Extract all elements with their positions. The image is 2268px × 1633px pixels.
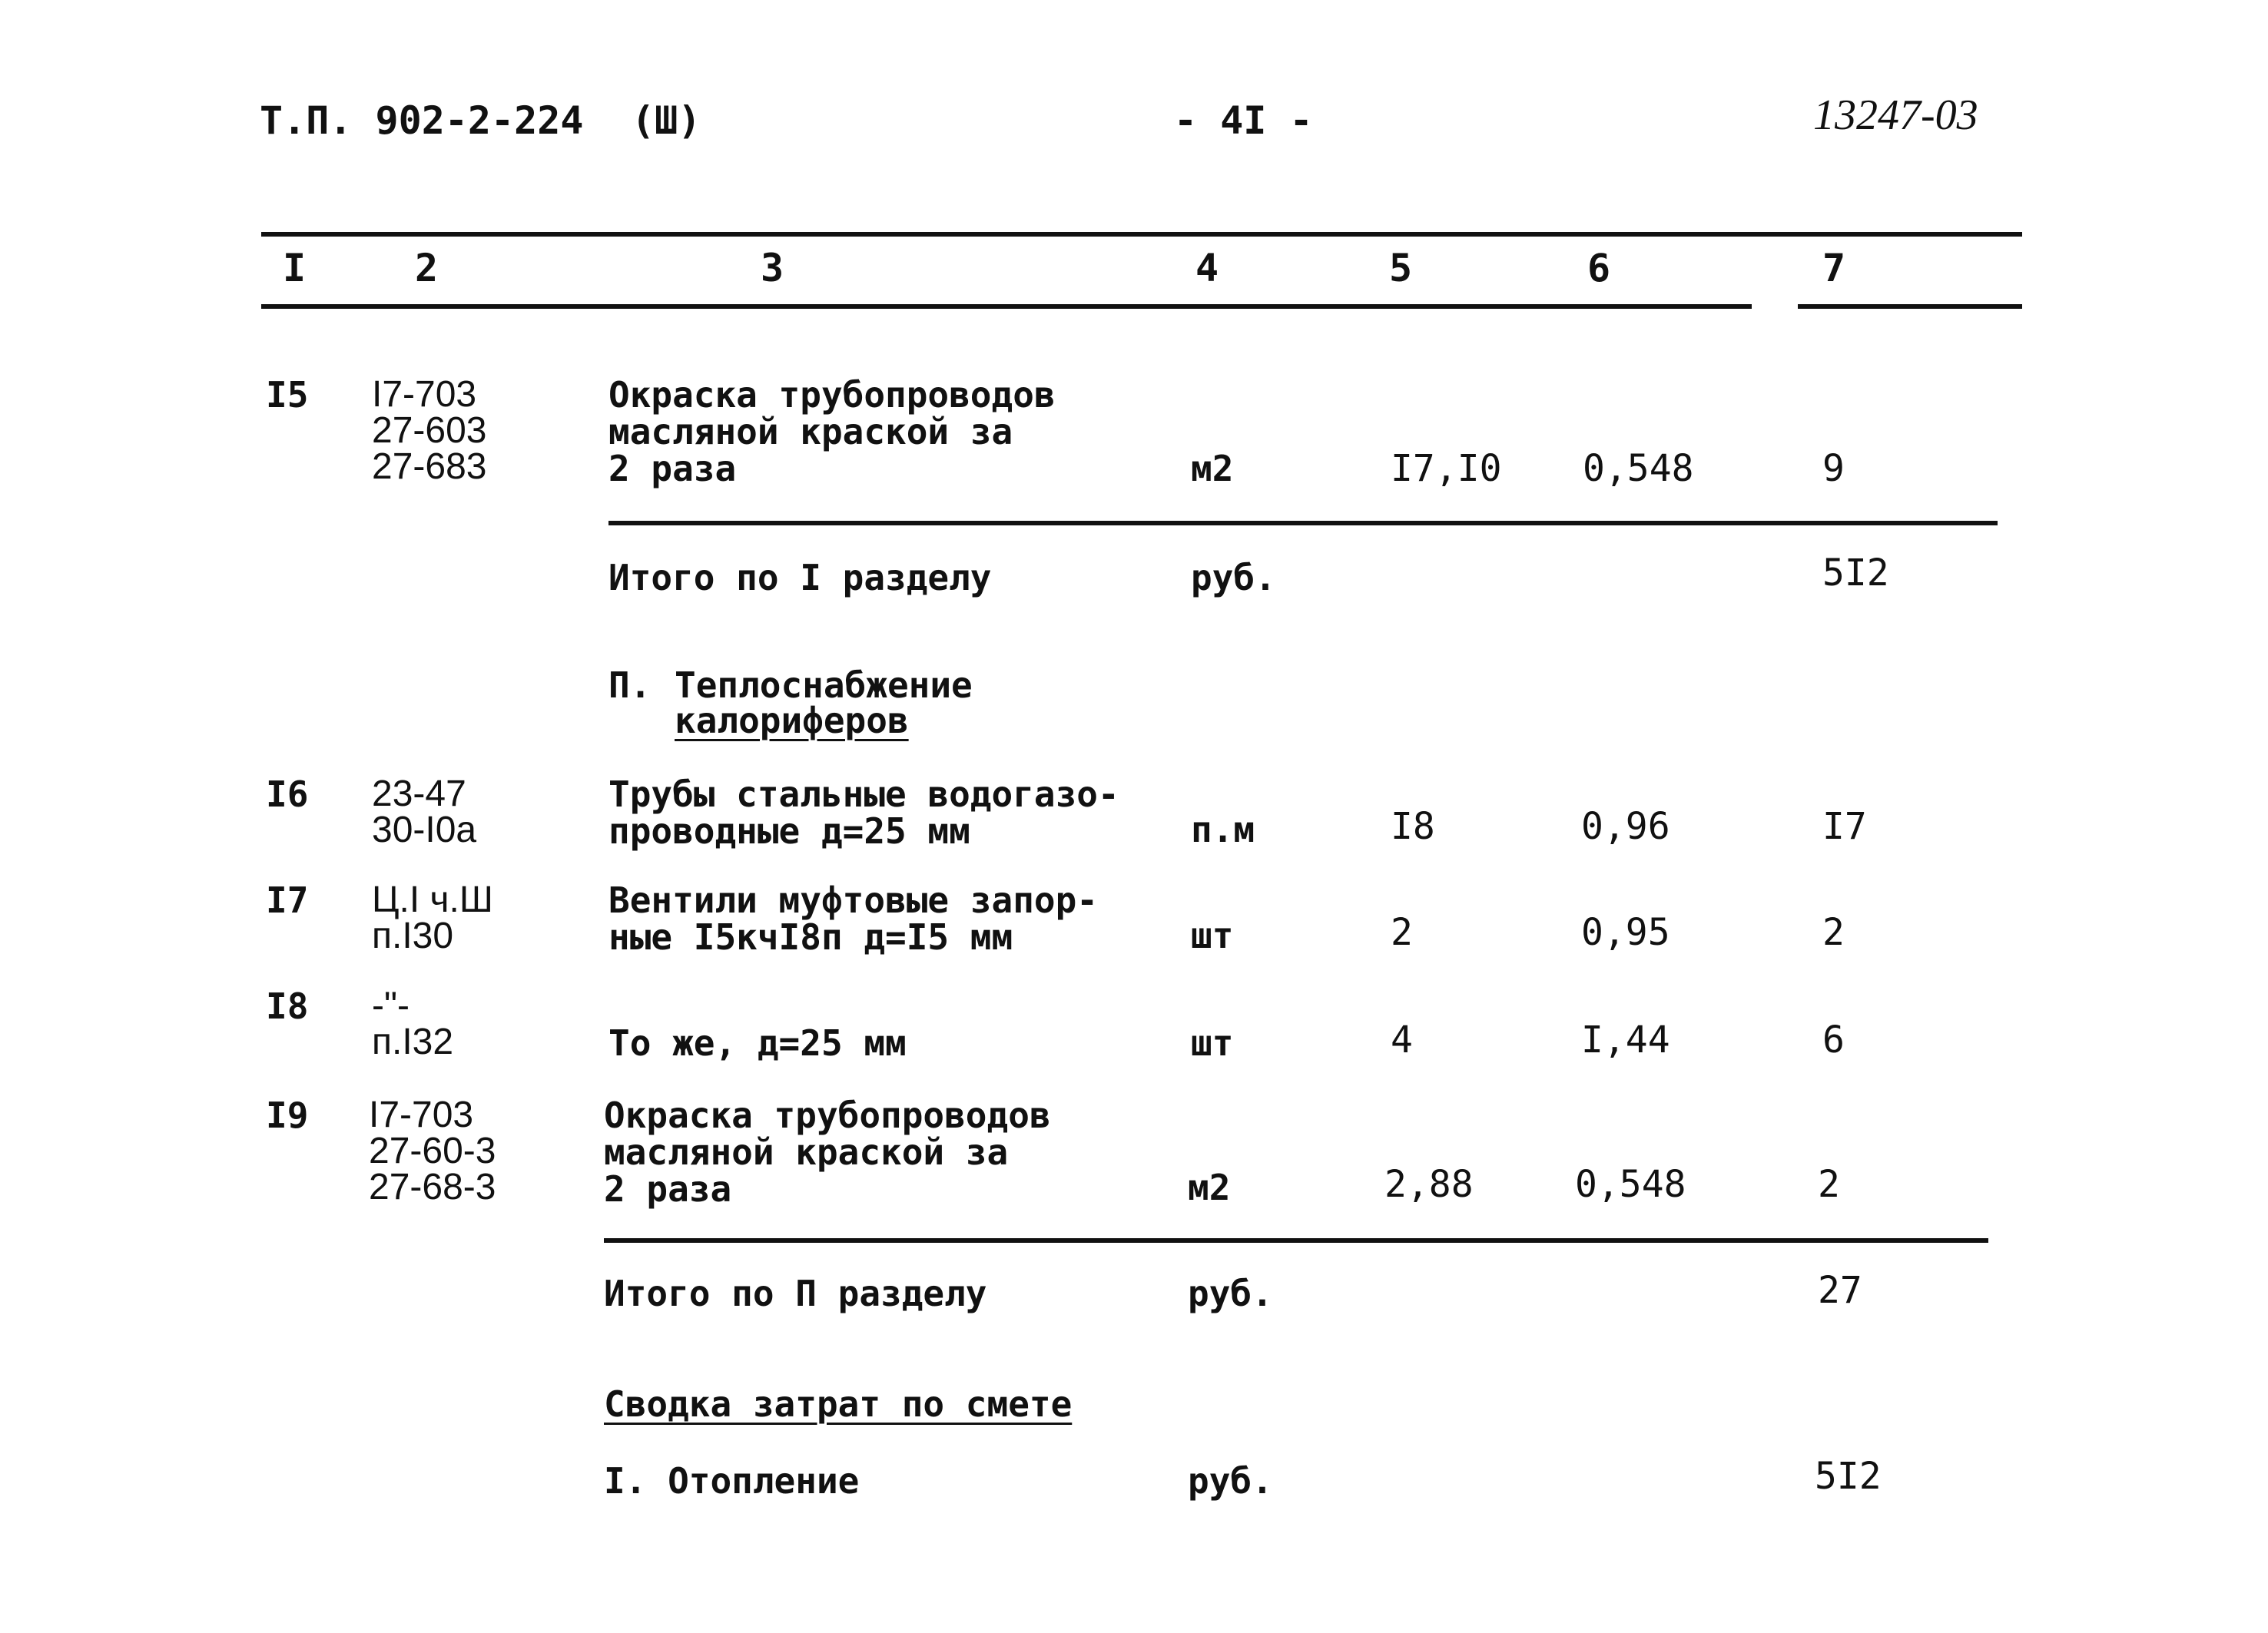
row-quantity: 2 xyxy=(1391,911,1413,954)
header-bottom-rule-right xyxy=(1798,304,2022,309)
header-bottom-rule xyxy=(261,304,1752,309)
row-unit: м2 xyxy=(1191,448,1234,489)
subtotal-1-unit: руб. xyxy=(1191,557,1276,598)
row-quantity: I8 xyxy=(1391,805,1435,848)
subtotal-rule-2 xyxy=(604,1238,1988,1243)
row-price: 0,548 xyxy=(1583,447,1694,490)
subtotal-rule-1 xyxy=(608,521,1998,525)
col-header-1: I xyxy=(283,246,307,290)
row-total: I7 xyxy=(1822,805,1867,848)
subtotal-2-label: Итого по П разделу xyxy=(604,1273,987,1314)
row-codes: -"- п.I32 xyxy=(372,985,454,1062)
row-quantity: 4 xyxy=(1391,1019,1413,1062)
col-header-3: 3 xyxy=(761,246,784,290)
subtotal-1-total: 5I2 xyxy=(1822,552,1889,595)
row-number: I6 xyxy=(266,773,309,815)
row-description: Окраска трубопроводов масляной краской за 2 раза xyxy=(604,1095,1051,1210)
row-description: Трубы стальные водогазо- проводные д=25 мм xyxy=(608,773,1119,852)
col-header-4: 4 xyxy=(1195,246,1219,290)
section-2-prefix: П. xyxy=(608,664,652,706)
row-description: Окраска трубопроводов масляной краской за 2 раза xyxy=(608,374,1056,489)
row-total: 9 xyxy=(1822,447,1845,490)
doc-code: Т.П. 902-2-224 xyxy=(260,98,584,143)
row-number: I5 xyxy=(266,374,309,416)
row-number: I9 xyxy=(266,1095,309,1136)
row-price: 0,548 xyxy=(1575,1163,1686,1206)
row-description: То же, д=25 мм xyxy=(608,1022,907,1064)
row-unit: п.м xyxy=(1191,809,1255,850)
archive-number: 13247-03 xyxy=(1813,91,1978,139)
row-unit: шт xyxy=(1191,915,1234,956)
row-number: I7 xyxy=(266,879,309,921)
summary-item-total: 5I2 xyxy=(1815,1455,1882,1498)
col-header-7: 7 xyxy=(1822,246,1846,290)
subtotal-1-label: Итого по I разделу xyxy=(608,557,992,598)
row-total: 2 xyxy=(1822,911,1845,954)
row-price: 0,96 xyxy=(1581,805,1670,848)
row-codes: 23-47 30-I0a xyxy=(372,773,477,850)
summary-item-unit: руб. xyxy=(1188,1460,1273,1502)
summary-item-label: I. Отопление xyxy=(604,1460,860,1502)
row-quantity: 2,88 xyxy=(1384,1163,1474,1206)
row-total: 6 xyxy=(1822,1019,1845,1062)
col-header-5: 5 xyxy=(1389,246,1413,290)
row-total: 2 xyxy=(1818,1163,1840,1206)
subtotal-2-total: 27 xyxy=(1818,1269,1862,1312)
row-quantity: I7,I0 xyxy=(1391,447,1502,490)
row-number: I8 xyxy=(266,985,309,1027)
row-codes: I7-703 27-603 27-683 xyxy=(372,374,487,487)
section-2-title-underlined: калориферов xyxy=(675,700,909,741)
summary-title: Сводка затрат по смете xyxy=(604,1383,1073,1425)
col-header-6: 6 xyxy=(1587,246,1611,290)
row-description: Вентили муфтовые запор- ные I5кчI8п д=I5 мм xyxy=(608,879,1098,958)
section-2-title: Теплоснабжение xyxy=(675,664,973,706)
row-price: 0,95 xyxy=(1581,911,1670,954)
table-top-rule xyxy=(261,232,2022,237)
col-header-2: 2 xyxy=(415,246,439,290)
row-codes: Ц.I ч.Ш п.I30 xyxy=(372,879,493,956)
row-price: I,44 xyxy=(1581,1019,1670,1062)
row-unit: м2 xyxy=(1188,1167,1231,1208)
row-unit: шт xyxy=(1191,1022,1234,1064)
subtotal-2-unit: руб. xyxy=(1188,1273,1273,1314)
volume-label: (Ш) xyxy=(632,98,701,143)
row-codes: I7-703 27-60-3 27-68-3 xyxy=(369,1095,496,1207)
page-number: - 4I - xyxy=(1174,98,1313,143)
